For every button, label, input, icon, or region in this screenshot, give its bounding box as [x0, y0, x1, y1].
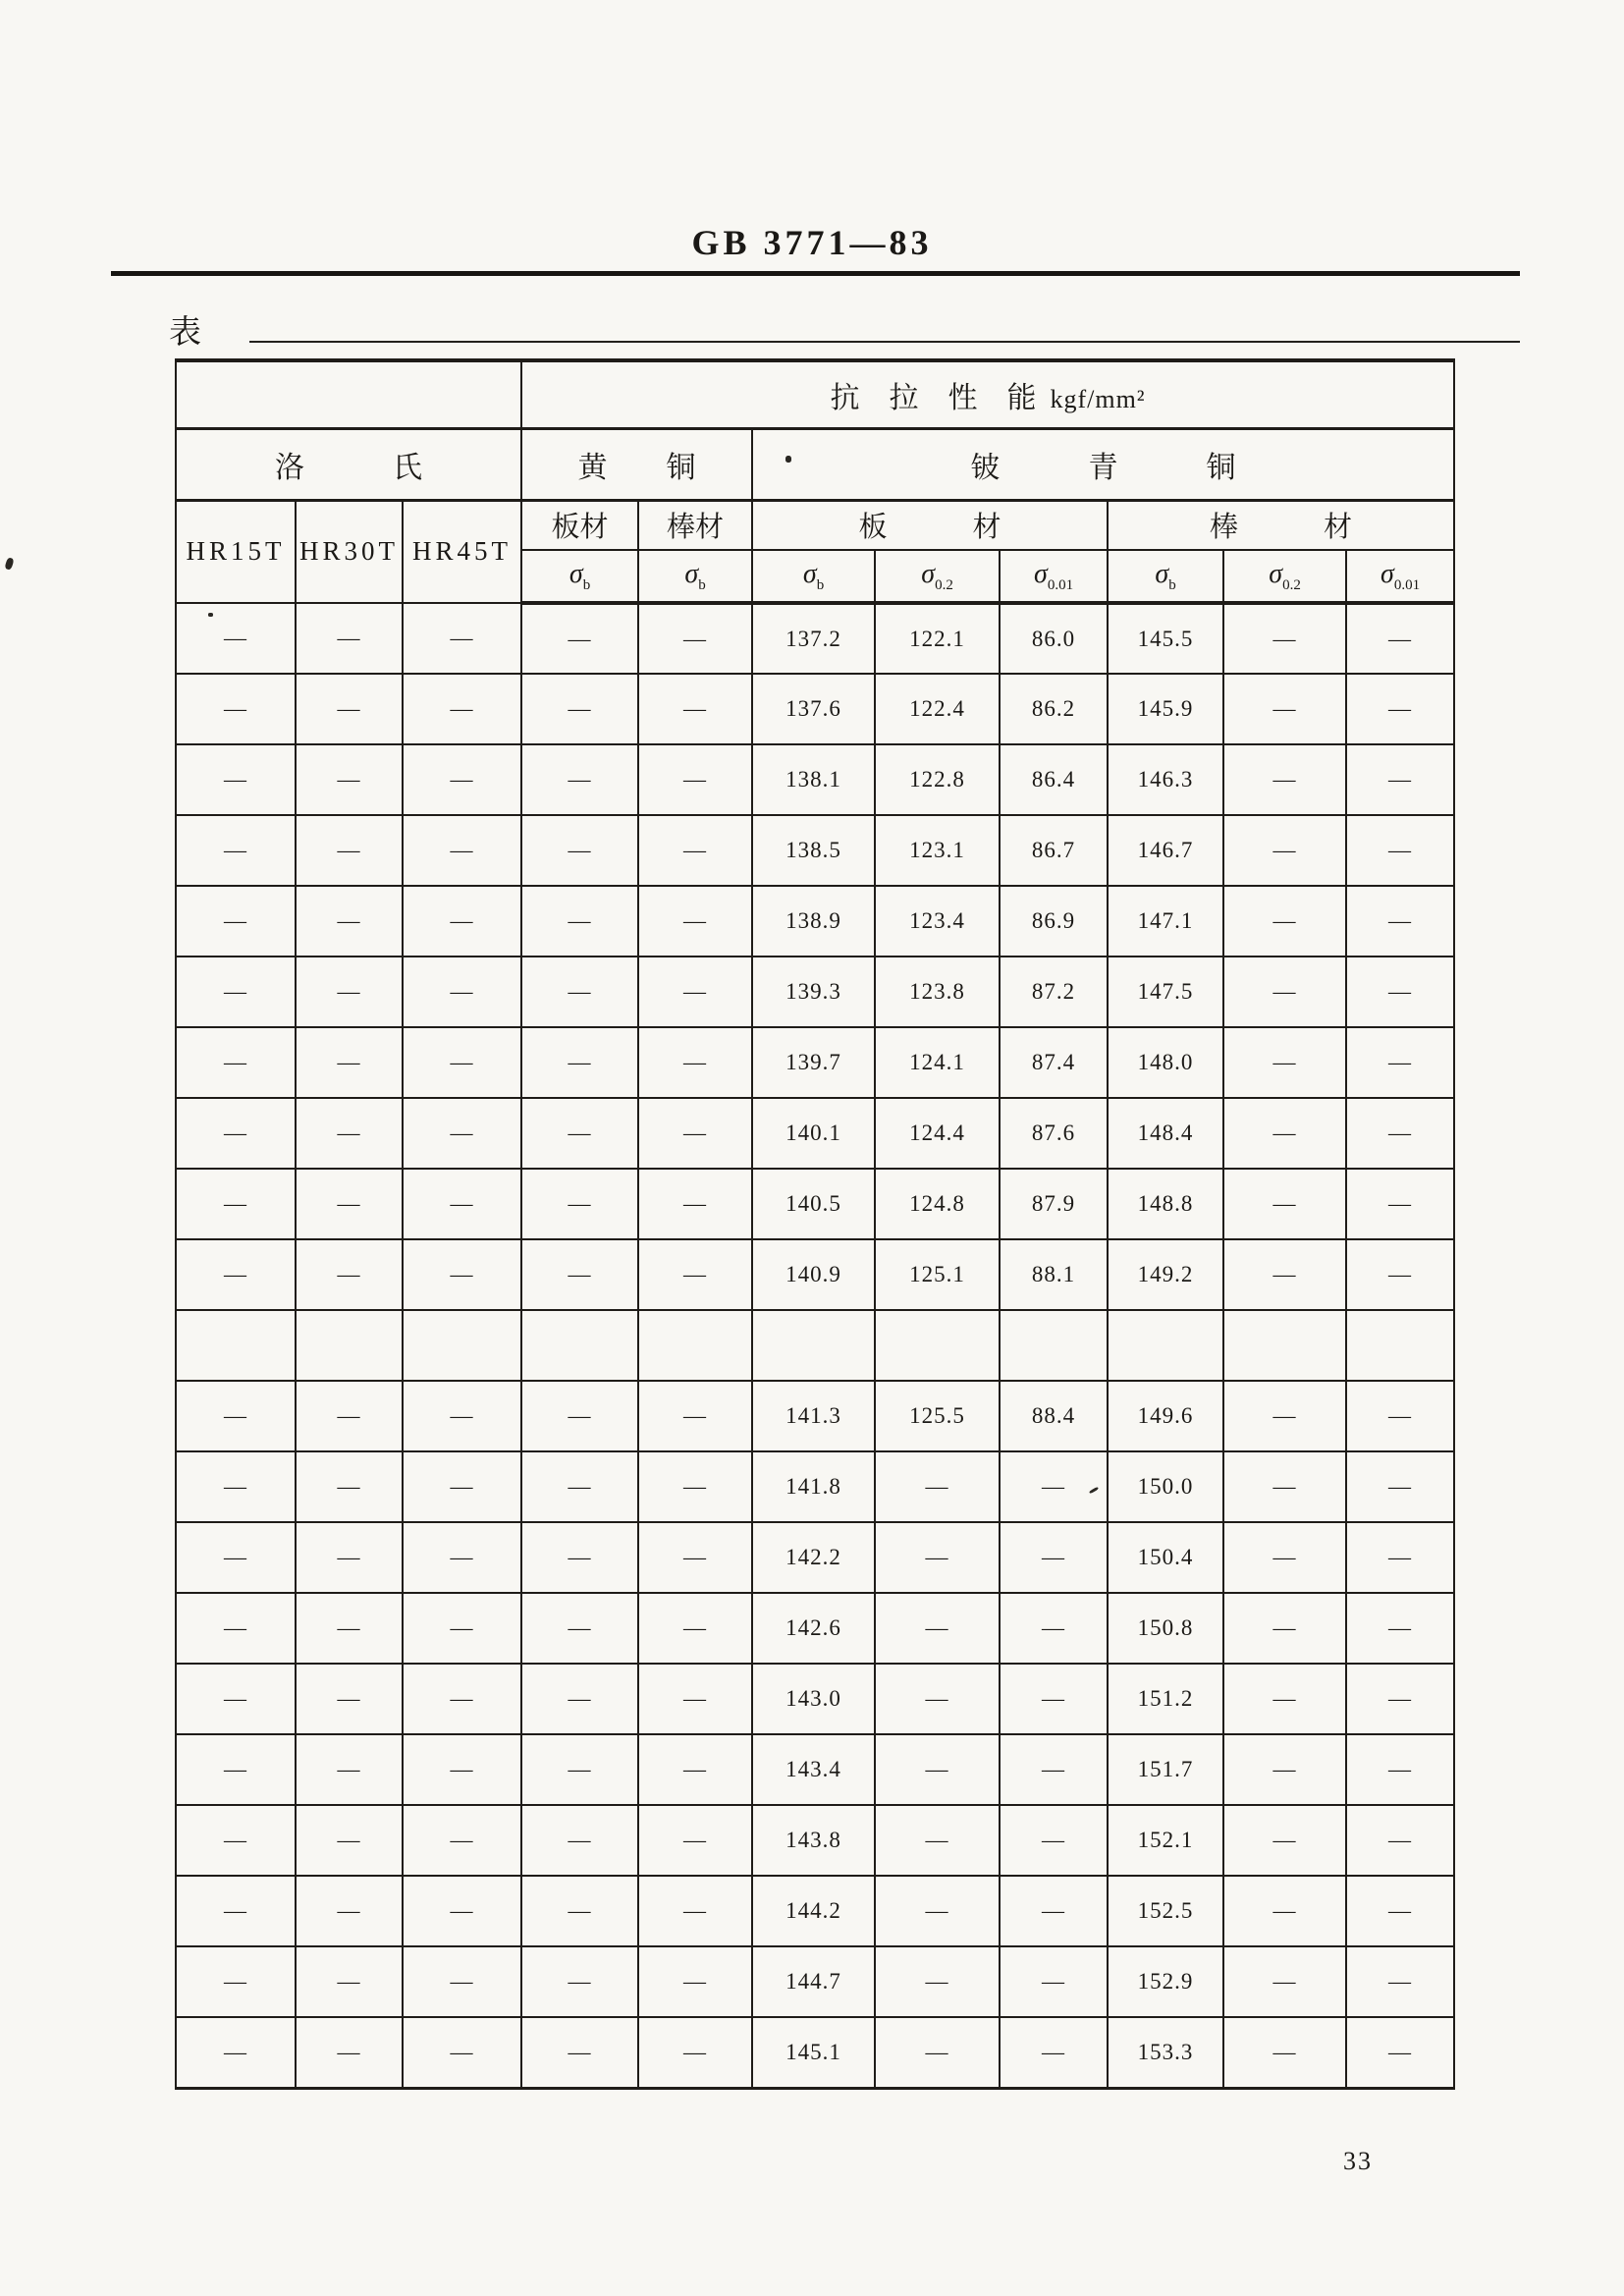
table-cell: —	[1223, 886, 1346, 957]
table-cell: 150.4	[1108, 1522, 1223, 1593]
table-cell: —	[403, 1805, 521, 1876]
table-cell: 88.4	[1000, 1381, 1108, 1451]
table-cell: —	[403, 1169, 521, 1239]
table-cell: —	[638, 957, 752, 1027]
table-cell: —	[1000, 1734, 1108, 1805]
table-cell: —	[403, 1381, 521, 1451]
table-cell: —	[176, 1451, 296, 1522]
table-row	[176, 1522, 1454, 1593]
table-cell	[875, 1310, 1000, 1381]
table-cell: —	[296, 1876, 403, 1946]
table-row	[176, 1946, 1454, 2017]
table-cell: —	[176, 957, 296, 1027]
header-row-material	[176, 428, 1454, 500]
table-cell: 88.1	[1000, 1239, 1108, 1310]
sigma-header-cell: $\sigma_{0.2}$	[875, 550, 1000, 603]
table-continuation-label: 表	[169, 315, 201, 351]
sigma-header-cell: $\sigma_{0.01}$	[1346, 550, 1454, 603]
table-cell: 142.2	[752, 1522, 875, 1593]
table-row	[176, 1169, 1454, 1239]
table-cell: —	[403, 1946, 521, 2017]
table-cell: 139.3	[752, 957, 875, 1027]
table-cell: —	[296, 2017, 403, 2088]
table-row	[176, 957, 1454, 1027]
tensile-group-title-cell	[521, 360, 1454, 428]
table-cell: —	[403, 815, 521, 886]
table-cell: 138.1	[752, 744, 875, 815]
table-cell: —	[403, 1098, 521, 1169]
table-cell	[1000, 1310, 1108, 1381]
table-cell: —	[638, 1027, 752, 1098]
table-row	[176, 1876, 1454, 1946]
table-cell: —	[1346, 1876, 1454, 1946]
table-cell: —	[875, 1522, 1000, 1593]
table-cell: —	[296, 1169, 403, 1239]
table-cell: 145.9	[1108, 674, 1223, 744]
table-cell: —	[638, 603, 752, 674]
table-cell: 86.0	[1000, 603, 1108, 674]
table-cell: —	[403, 1522, 521, 1593]
table-cell: —	[521, 1098, 638, 1169]
sigma-header-cell: $\sigma_{0.01}$	[1000, 550, 1108, 603]
table-cell: —	[296, 674, 403, 744]
table-cell: —	[638, 1239, 752, 1310]
sigma-header-cell: $\sigma_b$	[752, 550, 875, 603]
table-cell: —	[875, 1664, 1000, 1734]
table-label-line	[249, 341, 1520, 343]
hr30t-header-cell: HR30T	[296, 500, 403, 603]
table-cell: —	[176, 815, 296, 886]
table-cell: —	[638, 674, 752, 744]
table-cell: —	[176, 1593, 296, 1664]
table-cell: 144.2	[752, 1876, 875, 1946]
table-cell: —	[1223, 2017, 1346, 2088]
hr45t-header-cell: HR45T	[403, 500, 521, 603]
table-cell: 150.0	[1108, 1451, 1223, 1522]
table-cell: —	[1346, 815, 1454, 886]
table-cell: —	[296, 815, 403, 886]
table-cell: —	[403, 1451, 521, 1522]
table-cell: —	[1346, 1734, 1454, 1805]
table-cell: —	[1346, 886, 1454, 957]
table-cell: —	[1223, 1239, 1346, 1310]
table-cell: —	[521, 886, 638, 957]
be-bar-header-cell: 棒 材	[1108, 500, 1454, 550]
table-cell: —	[1223, 744, 1346, 815]
scan-speck	[4, 557, 14, 571]
beryllium-bronze-header-cell: 铍 青 铜	[752, 428, 1454, 500]
table-cell: —	[1346, 1169, 1454, 1239]
table-cell: —	[1346, 957, 1454, 1027]
table-cell: 87.4	[1000, 1027, 1108, 1098]
table-cell: —	[296, 744, 403, 815]
table-row	[176, 1734, 1454, 1805]
table-cell: —	[521, 1451, 638, 1522]
table-cell: —	[521, 1522, 638, 1593]
table-cell: —	[1346, 1946, 1454, 2017]
table-cell: 124.1	[875, 1027, 1000, 1098]
table-cell: —	[521, 1593, 638, 1664]
header-row-form	[176, 500, 1454, 550]
table-cell: 142.6	[752, 1593, 875, 1664]
table-cell: —	[521, 957, 638, 1027]
table-cell: 151.2	[1108, 1664, 1223, 1734]
table-cell: 86.9	[1000, 886, 1108, 957]
table-cell: —	[403, 1239, 521, 1310]
table-cell: —	[875, 1593, 1000, 1664]
table-cell: 140.5	[752, 1169, 875, 1239]
brass-bar-header-cell: 棒材	[638, 500, 752, 550]
scan-speck	[208, 613, 213, 617]
table-cell	[521, 1310, 638, 1381]
table-cell: —	[521, 1946, 638, 2017]
table-cell: 123.1	[875, 815, 1000, 886]
table-cell: —	[875, 1946, 1000, 2017]
table-cell: —	[1346, 1451, 1454, 1522]
table-cell: —	[403, 1734, 521, 1805]
table-cell: —	[1346, 1098, 1454, 1169]
table-cell: —	[176, 603, 296, 674]
table-cell: —	[1346, 1664, 1454, 1734]
table-cell: —	[1346, 1522, 1454, 1593]
sigma-header-cell: $\sigma_b$	[638, 550, 752, 603]
table-cell: —	[521, 815, 638, 886]
table-cell: 143.8	[752, 1805, 875, 1876]
table-cell: —	[296, 1946, 403, 2017]
table-cell: —	[1346, 1593, 1454, 1664]
table-cell: —	[176, 1027, 296, 1098]
table-cell: —	[403, 2017, 521, 2088]
corner-empty-cell	[176, 360, 521, 428]
table-cell: —	[403, 886, 521, 957]
table-cell: 145.5	[1108, 603, 1223, 674]
table-cell	[403, 1310, 521, 1381]
table-cell: 152.5	[1108, 1876, 1223, 1946]
table-cell: —	[1223, 674, 1346, 744]
table-cell: 123.8	[875, 957, 1000, 1027]
table-row	[176, 1027, 1454, 1098]
table-cell: —	[638, 815, 752, 886]
table-cell: —	[176, 1664, 296, 1734]
table-cell: —	[521, 1381, 638, 1451]
table-row	[176, 1098, 1454, 1169]
table-cell: 123.4	[875, 886, 1000, 957]
table-cell: —	[1223, 1664, 1346, 1734]
table-cell: 86.7	[1000, 815, 1108, 886]
table-cell: —	[403, 1593, 521, 1664]
table-cell: —	[403, 744, 521, 815]
table-cell: —	[521, 1876, 638, 1946]
table-cell: —	[521, 603, 638, 674]
data-table	[175, 358, 1455, 2090]
table-cell: —	[1223, 1381, 1346, 1451]
table-cell: —	[638, 1098, 752, 1169]
sigma-header-cell: $\sigma_b$	[521, 550, 638, 603]
table-cell: 149.2	[1108, 1239, 1223, 1310]
table-cell: 124.8	[875, 1169, 1000, 1239]
table-cell	[176, 1310, 296, 1381]
brass-plate-header-cell: 板材	[521, 500, 638, 550]
table-cell: 122.8	[875, 744, 1000, 815]
table-cell: —	[875, 2017, 1000, 2088]
table-cell: —	[521, 1664, 638, 1734]
table-cell: 148.4	[1108, 1098, 1223, 1169]
table-cell: —	[1000, 1664, 1108, 1734]
table-row	[176, 1664, 1454, 1734]
table-cell: —	[176, 1522, 296, 1593]
table-row	[176, 1239, 1454, 1310]
table-cell: —	[1000, 1876, 1108, 1946]
table-cell: —	[638, 1169, 752, 1239]
table-cell: —	[403, 1876, 521, 1946]
table-cell: —	[1346, 1805, 1454, 1876]
table-cell: —	[296, 886, 403, 957]
table-cell: —	[1223, 815, 1346, 886]
table-cell: —	[176, 1734, 296, 1805]
table-cell: 153.3	[1108, 2017, 1223, 2088]
table-cell: —	[176, 1805, 296, 1876]
table-cell: —	[638, 2017, 752, 2088]
table-row	[176, 1805, 1454, 1876]
table-row	[176, 744, 1454, 815]
table-cell: —	[1223, 957, 1346, 1027]
table-cell: —	[176, 886, 296, 957]
table-cell: —	[638, 1593, 752, 1664]
hr15t-header-cell: HR15T	[176, 500, 296, 603]
table-cell: 143.4	[752, 1734, 875, 1805]
table-cell: 125.5	[875, 1381, 1000, 1451]
table-cell: —	[638, 1664, 752, 1734]
tensile-title-unit: kgf/mm²	[1050, 384, 1146, 413]
table-cell: —	[176, 2017, 296, 2088]
table-row	[176, 674, 1454, 744]
table-cell: —	[521, 1239, 638, 1310]
table-cell: —	[1223, 603, 1346, 674]
table-row	[176, 815, 1454, 886]
table-cell: 149.6	[1108, 1381, 1223, 1451]
table-cell: —	[638, 1451, 752, 1522]
table-cell: —	[1223, 1876, 1346, 1946]
table-cell: —	[1346, 603, 1454, 674]
table-cell: —	[1000, 2017, 1108, 2088]
page-number: 33	[1343, 2147, 1373, 2175]
table-cell: —	[296, 1451, 403, 1522]
table-cell: 145.1	[752, 2017, 875, 2088]
table-cell: —	[1223, 1593, 1346, 1664]
table-cell: —	[296, 1239, 403, 1310]
table-cell: —	[875, 1805, 1000, 1876]
table-cell: 151.7	[1108, 1734, 1223, 1805]
table-cell: 137.2	[752, 603, 875, 674]
table-cell: —	[875, 1451, 1000, 1522]
table-cell: —	[176, 1381, 296, 1451]
table-cell: —	[521, 1805, 638, 1876]
table-cell: 87.6	[1000, 1098, 1108, 1169]
table-cell: 141.8	[752, 1451, 875, 1522]
table-cell: —	[1223, 1734, 1346, 1805]
table-cell: —	[875, 1734, 1000, 1805]
table-cell: —	[296, 957, 403, 1027]
table-cell: —	[1000, 1522, 1108, 1593]
table-cell: 125.1	[875, 1239, 1000, 1310]
table-row	[176, 2017, 1454, 2088]
table-cell: —	[296, 1664, 403, 1734]
table-cell: —	[638, 1805, 752, 1876]
table-cell: —	[296, 1734, 403, 1805]
table-cell: 152.9	[1108, 1946, 1223, 2017]
page-title: GB 3771—83	[691, 223, 933, 262]
table-row	[176, 1451, 1454, 1522]
header-row-group	[176, 360, 1454, 428]
table-cell: —	[521, 2017, 638, 2088]
table-cell: —	[1346, 1027, 1454, 1098]
table-cell: —	[521, 744, 638, 815]
title-rule	[111, 271, 1520, 276]
table-body	[176, 603, 1454, 2088]
table-cell: 138.9	[752, 886, 875, 957]
table-row	[176, 1381, 1454, 1451]
table-cell: 148.0	[1108, 1027, 1223, 1098]
table-cell: —	[176, 1169, 296, 1239]
table-cell: —	[521, 1734, 638, 1805]
table-cell: 146.7	[1108, 815, 1223, 886]
table-cell: —	[296, 1027, 403, 1098]
table-cell: 87.9	[1000, 1169, 1108, 1239]
table-cell: —	[296, 1522, 403, 1593]
table-cell: —	[638, 1522, 752, 1593]
table-cell: —	[176, 1876, 296, 1946]
table-cell: —	[875, 1876, 1000, 1946]
table-cell: —	[638, 886, 752, 957]
table-row	[176, 1310, 1454, 1381]
table-cell: —	[176, 1098, 296, 1169]
table-cell: 122.1	[875, 603, 1000, 674]
table-cell: —	[296, 603, 403, 674]
table-cell: 147.5	[1108, 957, 1223, 1027]
table-cell: 152.1	[1108, 1805, 1223, 1876]
table-cell: 146.3	[1108, 744, 1223, 815]
tensile-title-cn: 抗 拉 性 能	[830, 381, 1037, 414]
table-cell: 124.4	[875, 1098, 1000, 1169]
table-cell: —	[296, 1593, 403, 1664]
table-cell: —	[1223, 1027, 1346, 1098]
table-cell	[1108, 1310, 1223, 1381]
table-cell: —	[296, 1098, 403, 1169]
table-row	[176, 1593, 1454, 1664]
table-cell: 147.1	[1108, 886, 1223, 957]
brass-header-cell: 黄 铜	[521, 428, 752, 500]
table-cell: —	[638, 744, 752, 815]
table-cell: —	[403, 1664, 521, 1734]
scan-speck	[785, 456, 791, 463]
table-cell: 122.4	[875, 674, 1000, 744]
table-cell: —	[1346, 744, 1454, 815]
table-cell: —	[638, 1876, 752, 1946]
table-cell: —	[1223, 1169, 1346, 1239]
table-cell: —	[1346, 1381, 1454, 1451]
table-cell: —	[176, 744, 296, 815]
table-cell: —	[638, 1381, 752, 1451]
table-cell: —	[403, 674, 521, 744]
table-cell: —	[1000, 1946, 1108, 2017]
table-cell: —	[296, 1381, 403, 1451]
table-cell: 87.2	[1000, 957, 1108, 1027]
table-cell: 150.8	[1108, 1593, 1223, 1664]
be-plate-header-cell: 板 材	[752, 500, 1108, 550]
table-cell: —	[176, 1239, 296, 1310]
table-cell: —	[403, 957, 521, 1027]
table-cell: 137.6	[752, 674, 875, 744]
table-cell: —	[1223, 1805, 1346, 1876]
table-cell: —	[1346, 2017, 1454, 2088]
table-cell: —	[1223, 1451, 1346, 1522]
table-cell: —	[1223, 1098, 1346, 1169]
table-cell: 140.9	[752, 1239, 875, 1310]
table-cell: —	[1223, 1946, 1346, 2017]
table-cell: —	[638, 1946, 752, 2017]
table-cell: —	[176, 674, 296, 744]
table-cell: 141.3	[752, 1381, 875, 1451]
table-cell	[1223, 1310, 1346, 1381]
table-cell: —	[521, 674, 638, 744]
table-cell: —	[403, 603, 521, 674]
table-cell: —	[1223, 1522, 1346, 1593]
table-cell: —	[296, 1805, 403, 1876]
table-cell: —	[521, 1027, 638, 1098]
table-cell	[296, 1310, 403, 1381]
table-cell: —	[1346, 1239, 1454, 1310]
table-cell: 140.1	[752, 1098, 875, 1169]
table-cell	[1346, 1310, 1454, 1381]
table-cell: 138.5	[752, 815, 875, 886]
table-cell	[638, 1310, 752, 1381]
rockwell-header-cell: 洛 氏	[176, 428, 521, 500]
table-cell: 144.7	[752, 1946, 875, 2017]
sigma-header-cell: $\sigma_{0.2}$	[1223, 550, 1346, 603]
table-row	[176, 603, 1454, 674]
table-cell: 86.2	[1000, 674, 1108, 744]
sigma-header-cell: $\sigma_b$	[1108, 550, 1223, 603]
table-row	[176, 886, 1454, 957]
table-cell: —	[521, 1169, 638, 1239]
table-cell: —	[1346, 674, 1454, 744]
table-cell: —	[1000, 1805, 1108, 1876]
table-cell: 139.7	[752, 1027, 875, 1098]
table-cell: 143.0	[752, 1664, 875, 1734]
table-cell: 148.8	[1108, 1169, 1223, 1239]
table-cell: —	[1000, 1593, 1108, 1664]
table-cell: —	[176, 1946, 296, 2017]
table-cell: 86.4	[1000, 744, 1108, 815]
table-cell: —	[638, 1734, 752, 1805]
table-cell: —	[403, 1027, 521, 1098]
table-cell	[752, 1310, 875, 1381]
table-cell: —	[1000, 1451, 1108, 1522]
